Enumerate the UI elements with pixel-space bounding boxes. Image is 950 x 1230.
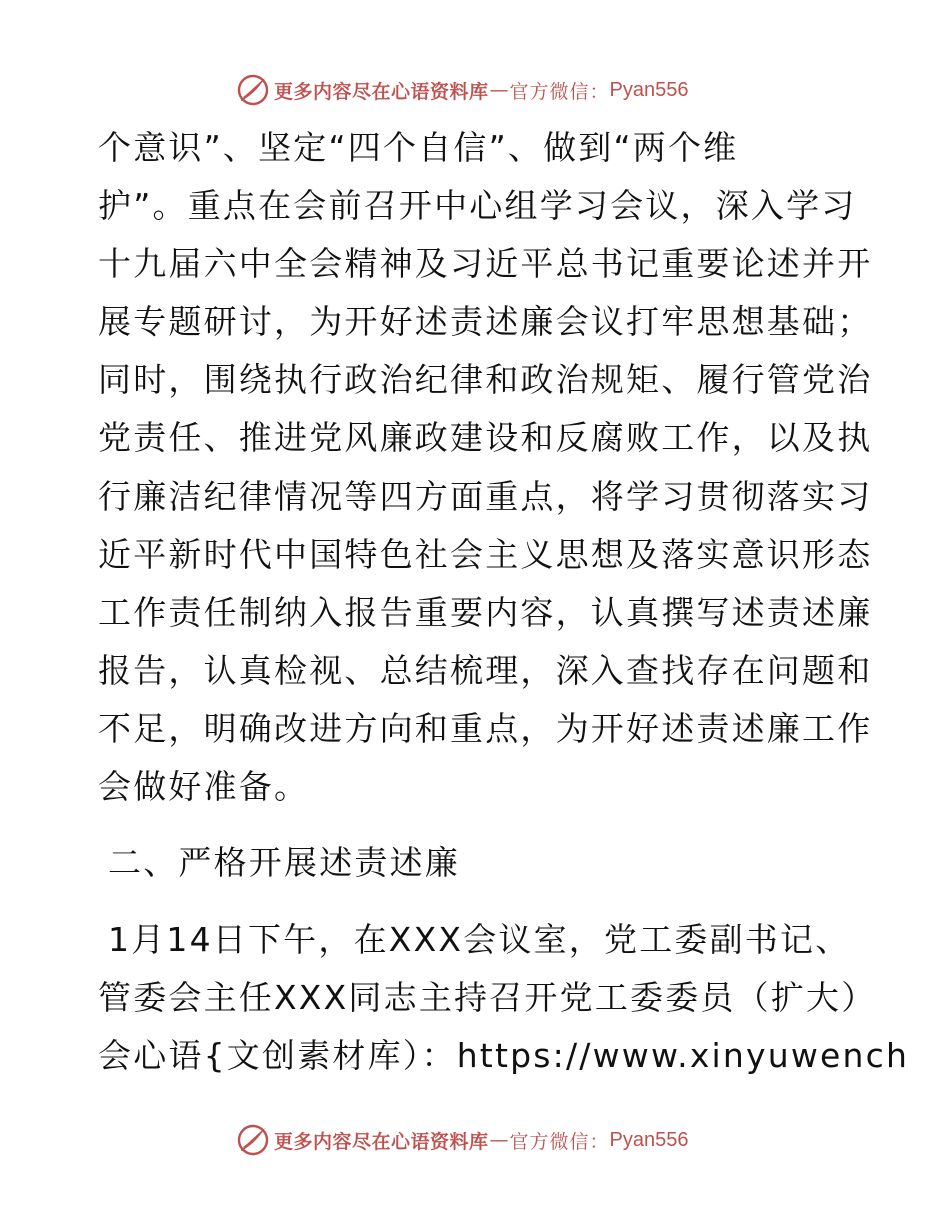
body-line: 护”。重点在会前召开中心组学习会议，深入学习 — [98, 186, 857, 225]
body-line: 报告，认真检视、总结梳理，深入查找存在问题和 — [98, 651, 873, 690]
body-line: 党责任、推进党风廉政建设和反腐败工作，以及执 — [98, 418, 873, 457]
body-line: 个意识”、坚定“四个自信”、做到“两个维 — [98, 128, 739, 167]
watermark-label: 官方微信： — [509, 1130, 610, 1153]
body-line: 近平新时代中国特色社会主义思想及落实意识形态 — [98, 535, 873, 574]
body-line: 展专题研讨，为开好述责述廉会议打牢思想基础； — [98, 302, 873, 341]
body-line: 同时，围绕执行政治纪律和政治规矩、履行管党治 — [98, 360, 873, 399]
watermark-label: 官方微信： — [509, 80, 610, 103]
body-line: 行廉洁纪律情况等四方面重点，将学习贯彻落实习 — [98, 477, 873, 516]
body-line: 会心语{文创素材库）：https://www.xinyuwench — [98, 1036, 910, 1075]
footer-watermark-banner — [236, 1122, 689, 1158]
body-line: 管委会主任XXX同志主持召开党工委委员（扩大） — [98, 978, 877, 1017]
watermark-wechat-id: Pyan556 — [609, 1128, 689, 1151]
body-line: 1月14日下午，在XXX会议室，党工委副书记、 — [108, 920, 851, 959]
body-line: 不足，明确改进方向和重点，为开好述责述廉工作 — [98, 709, 873, 748]
watermark-wechat-id: Pyan556 — [609, 78, 689, 101]
watermark-separator: — — [489, 1129, 509, 1151]
header-watermark-banner — [236, 72, 689, 108]
body-line: 工作责任制纳入报告重要内容，认真撰写述责述廉 — [98, 593, 873, 632]
body-line: 十九届六中全会精神及习近平总书记重要论述并开 — [98, 244, 873, 283]
quill-logo-icon — [236, 1123, 270, 1157]
watermark-main-text: 更多内容尽在心语资料库 — [274, 1130, 489, 1153]
quill-logo-icon — [236, 73, 270, 107]
watermark-separator: — — [489, 79, 509, 101]
body-line: 会做好准备。 — [98, 767, 310, 806]
section-heading: 二、严格开展述责述廉 — [108, 843, 460, 882]
watermark-main-text: 更多内容尽在心语资料库 — [274, 80, 489, 103]
